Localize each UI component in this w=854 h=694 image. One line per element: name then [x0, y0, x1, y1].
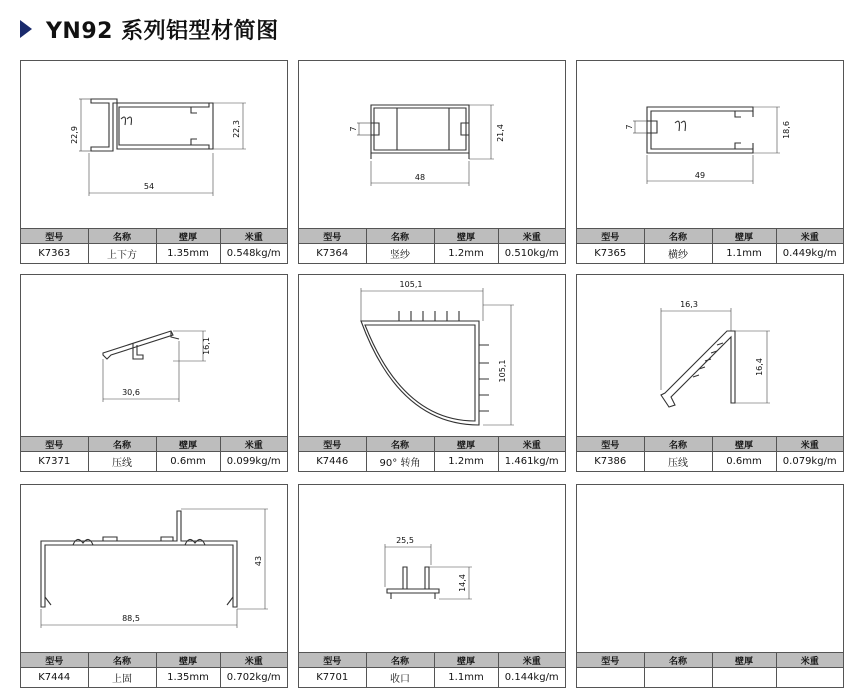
weight-cell: 0.702kg/m [220, 668, 287, 688]
model-cell: K7365 [577, 244, 644, 264]
model-cell: K7364 [299, 244, 366, 264]
profile-card-k7365 [576, 60, 844, 264]
name-cell: 90° 转角 [366, 452, 434, 472]
weight-cell: 0.144kg/m [498, 668, 565, 688]
column-header: 壁厚 [434, 653, 498, 668]
name-cell: 横纱 [644, 244, 712, 264]
profile-card-k7364 [298, 60, 566, 264]
dim-label: 22,3 [232, 120, 241, 138]
profile-drawing [21, 485, 287, 647]
dim-label: 25,5 [396, 536, 414, 545]
profile-card-k7701 [298, 484, 566, 688]
name-cell [644, 668, 712, 688]
column-header: 米重 [776, 229, 843, 244]
arrow-icon [20, 20, 32, 38]
column-header: 米重 [776, 437, 843, 452]
column-header: 名称 [644, 653, 712, 668]
page-header [20, 12, 279, 46]
profile-card-k7371 [20, 274, 288, 472]
thickness-cell: 0.6mm [712, 452, 776, 472]
name-cell: 收口 [366, 668, 434, 688]
column-header: 型号 [21, 229, 88, 244]
spec-table [577, 436, 843, 471]
column-header: 名称 [366, 653, 434, 668]
column-header: 米重 [220, 437, 287, 452]
weight-cell: 1.461kg/m [498, 452, 565, 472]
profile-drawing [21, 61, 287, 223]
name-cell: 压线 [644, 452, 712, 472]
column-header: 壁厚 [156, 437, 220, 452]
column-header: 型号 [299, 229, 366, 244]
column-header: 名称 [88, 437, 156, 452]
name-cell: 压线 [88, 452, 156, 472]
column-header: 型号 [299, 653, 366, 668]
profile-card-k7386 [576, 274, 844, 472]
column-header: 型号 [299, 437, 366, 452]
dim-label: 22,9 [70, 126, 79, 144]
column-header: 名称 [366, 437, 434, 452]
column-header: 型号 [21, 437, 88, 452]
thickness-cell: 0.6mm [156, 452, 220, 472]
name-cell: 上固 [88, 668, 156, 688]
profile-drawing [299, 61, 565, 223]
name-cell: 竖纱 [366, 244, 434, 264]
dim-label: 14,4 [458, 574, 467, 592]
column-header: 名称 [644, 437, 712, 452]
thickness-cell: 1.1mm [712, 244, 776, 264]
dim-label: 105,1 [498, 359, 507, 383]
spec-table [21, 652, 287, 687]
weight-cell: 0.449kg/m [776, 244, 843, 264]
dim-label: 48 [414, 173, 426, 182]
column-header: 米重 [498, 437, 565, 452]
dim-label: 16,3 [680, 300, 698, 309]
column-header: 型号 [21, 653, 88, 668]
column-header: 米重 [220, 229, 287, 244]
spec-table [577, 228, 843, 263]
weight-cell [776, 668, 843, 688]
thickness-cell: 1.35mm [156, 244, 220, 264]
profile-drawing [299, 275, 565, 437]
profile-card-k7363 [20, 60, 288, 264]
spec-table [577, 652, 843, 687]
dim-label: 16,1 [202, 337, 211, 355]
spec-table [299, 652, 565, 687]
dim-label: 43 [254, 555, 263, 567]
profile-card-k7446 [298, 274, 566, 472]
dim-label: 7 [625, 124, 634, 130]
profile-card-empty [576, 484, 844, 688]
model-cell: K7701 [299, 668, 366, 688]
spec-table [21, 436, 287, 471]
model-cell: K7446 [299, 452, 366, 472]
dim-label: 7 [349, 126, 358, 132]
column-header: 壁厚 [156, 653, 220, 668]
profile-drawing [299, 485, 565, 647]
model-cell: K7371 [21, 452, 88, 472]
column-header: 壁厚 [156, 229, 220, 244]
dim-label: 88,5 [122, 614, 140, 623]
column-header: 米重 [498, 229, 565, 244]
column-header: 米重 [776, 653, 843, 668]
weight-cell: 0.099kg/m [220, 452, 287, 472]
column-header: 名称 [366, 229, 434, 244]
dim-label: 16,4 [755, 358, 764, 376]
profile-card-k7444 [20, 484, 288, 688]
weight-cell: 0.079kg/m [776, 452, 843, 472]
column-header: 壁厚 [712, 229, 776, 244]
model-cell: K7386 [577, 452, 644, 472]
thickness-cell: 1.35mm [156, 668, 220, 688]
spec-table [21, 228, 287, 263]
model-cell: K7363 [21, 244, 88, 264]
profile-drawing [577, 61, 843, 223]
column-header: 名称 [644, 229, 712, 244]
spec-table [299, 228, 565, 263]
column-header: 壁厚 [434, 229, 498, 244]
column-header: 型号 [577, 229, 644, 244]
model-cell: K7444 [21, 668, 88, 688]
column-header: 壁厚 [712, 437, 776, 452]
dim-label: 21,4 [496, 124, 505, 142]
spec-table [299, 436, 565, 471]
profile-drawing [577, 275, 843, 437]
thickness-cell: 1.1mm [434, 668, 498, 688]
column-header: 型号 [577, 653, 644, 668]
column-header: 壁厚 [712, 653, 776, 668]
column-header: 壁厚 [434, 437, 498, 452]
dim-label: 18,6 [782, 121, 791, 139]
thickness-cell: 1.2mm [434, 452, 498, 472]
column-header: 型号 [577, 437, 644, 452]
page-title: YN92 系列铝型材简图 [46, 18, 279, 44]
column-header: 名称 [88, 229, 156, 244]
name-cell: 上下方 [88, 244, 156, 264]
thickness-cell [712, 668, 776, 688]
column-header: 米重 [220, 653, 287, 668]
model-cell [577, 668, 644, 688]
thickness-cell: 1.2mm [434, 244, 498, 264]
column-header: 米重 [498, 653, 565, 668]
dim-label: 105,1 [399, 280, 423, 289]
dim-label: 30,6 [122, 388, 140, 397]
weight-cell: 0.510kg/m [498, 244, 565, 264]
weight-cell: 0.548kg/m [220, 244, 287, 264]
column-header: 名称 [88, 653, 156, 668]
dim-label: 54 [143, 182, 155, 191]
profile-drawing [21, 275, 287, 437]
dim-label: 49 [694, 171, 706, 180]
